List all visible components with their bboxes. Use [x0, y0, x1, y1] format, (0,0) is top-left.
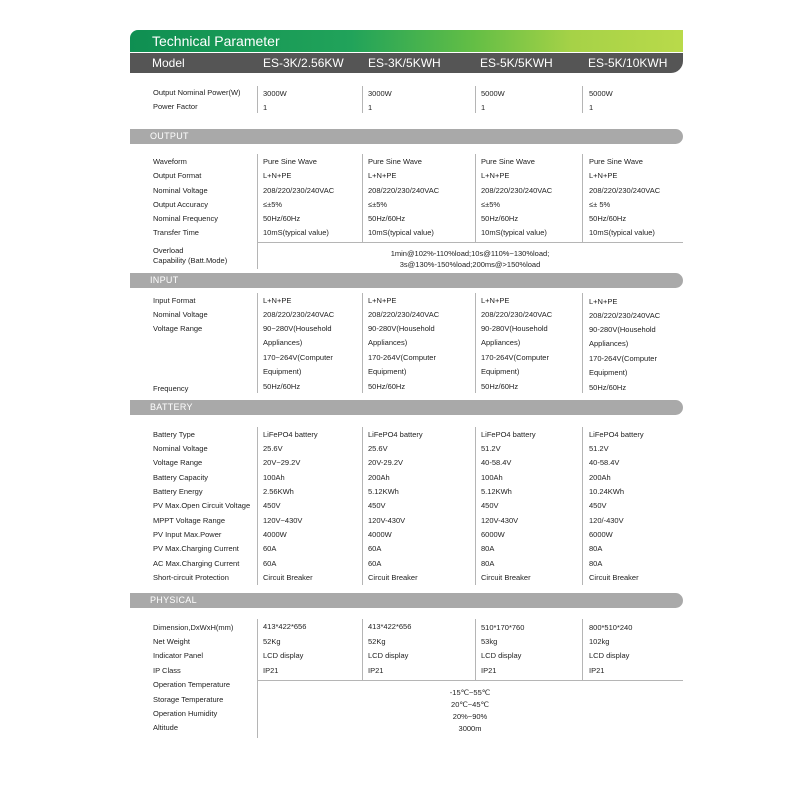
section-header-output: [130, 129, 683, 144]
column-divider: [362, 293, 363, 393]
cell: 208/220/230/240VAC: [263, 186, 335, 195]
merged-cell: -15℃~55℃: [449, 688, 491, 697]
cell: 51.2V: [481, 444, 501, 453]
section-header-input: [130, 273, 683, 288]
cell: 50Hz/60Hz: [481, 214, 519, 223]
cell: 50Hz/60Hz: [263, 382, 301, 391]
cell: Pure Sine Wave: [589, 157, 643, 166]
cell: ≤±5%: [481, 200, 501, 209]
row-label: AC Max.Charging Current: [153, 559, 240, 568]
cell: 6000W: [589, 530, 613, 539]
row-divider: [257, 680, 683, 681]
model-column-1: ES-3K/2.56KW: [263, 56, 344, 70]
column-divider: [257, 293, 258, 393]
row-label: Power Factor: [153, 102, 198, 111]
cell: LCD display: [589, 651, 630, 660]
merged-cell: 20%~90%: [452, 712, 488, 721]
cell: Appliances): [481, 338, 521, 347]
row-label: Output Accuracy: [153, 200, 209, 209]
cell: LCD display: [263, 651, 304, 660]
row-label: MPPT Voltage Range: [153, 516, 225, 525]
row-label: Dimension,DxWxH(mm): [153, 623, 234, 632]
cell: 25.6V: [263, 444, 283, 453]
section-header-physical: [130, 593, 683, 608]
cell: 3000W: [263, 89, 287, 98]
merged-cell: 3000m: [458, 724, 482, 733]
cell: 120V-430V: [481, 516, 519, 525]
cell: Equipment): [263, 367, 302, 376]
cell: 170~264V(Computer: [263, 353, 333, 362]
column-divider: [475, 293, 476, 393]
row-label: Storage Temperature: [153, 695, 224, 704]
cell: 208/220/230/240VAC: [481, 310, 553, 319]
cell: 20V-29.2V: [368, 458, 404, 467]
row-label: Nominal Frequency: [153, 214, 219, 223]
cell: LiFePO4 battery: [263, 430, 318, 439]
column-divider: [362, 154, 363, 242]
cell: 50Hz/60Hz: [589, 383, 627, 392]
cell: ≤± 5%: [589, 200, 611, 209]
cell: 50Hz/60Hz: [481, 382, 519, 391]
cell: 4000W: [368, 530, 392, 539]
row-label: Transfer Time: [153, 228, 199, 237]
column-divider: [257, 680, 258, 738]
row-label: PV Max.Charging Current: [153, 544, 239, 553]
cell: 90-280V(Household: [589, 325, 656, 334]
cell: 208/220/230/240VAC: [263, 310, 335, 319]
column-divider: [362, 427, 363, 585]
cell: Circuit Breaker: [263, 573, 313, 582]
cell: 510*170*760: [481, 623, 525, 632]
cell: 10mS(typical value): [368, 228, 434, 237]
cell: IP21: [368, 666, 384, 675]
cell: L+N+PE: [368, 171, 397, 180]
cell: 200Ah: [589, 473, 611, 482]
column-divider: [362, 86, 363, 113]
cell: 51.2V: [589, 444, 609, 453]
column-divider: [475, 86, 476, 113]
row-label: Operation Temperature: [153, 680, 230, 689]
cell: 80A: [589, 559, 603, 568]
row-label: Input Format: [153, 296, 196, 305]
section-title: OUTPUT: [150, 131, 189, 141]
section-title: INPUT: [150, 275, 179, 285]
cell: Circuit Breaker: [481, 573, 531, 582]
row-divider: [257, 242, 683, 243]
cell: 120V~430V: [263, 516, 303, 525]
cell: 3000W: [368, 89, 392, 98]
cell: Pure Sine Wave: [263, 157, 317, 166]
row-label: Net Weight: [153, 637, 190, 646]
section-title: BATTERY: [150, 402, 193, 412]
cell: ≤±5%: [263, 200, 283, 209]
sheet-title: Technical Parameter: [152, 33, 280, 49]
cell: 80A: [481, 544, 495, 553]
cell: 52Kg: [263, 637, 281, 646]
cell: 80A: [481, 559, 495, 568]
cell: 100Ah: [263, 473, 285, 482]
cell: 60A: [368, 544, 382, 553]
cell: 10mS(typical value): [263, 228, 329, 237]
cell: 1: [589, 103, 594, 112]
cell: 1: [481, 103, 486, 112]
row-label: Voltage Range: [153, 324, 203, 333]
cell: 100Ah: [481, 473, 503, 482]
cell: LiFePO4 battery: [481, 430, 536, 439]
cell: 52Kg: [368, 637, 386, 646]
row-label: IP Class: [153, 666, 181, 675]
cell: 413*422*656: [263, 622, 307, 631]
column-divider: [257, 86, 258, 113]
column-divider: [475, 619, 476, 680]
cell: 50Hz/60Hz: [368, 214, 406, 223]
cell: 208/220/230/240VAC: [368, 310, 440, 319]
column-divider: [257, 619, 258, 680]
row-label: Voltage Range: [153, 458, 203, 467]
row-label: Output Nominal Power(W): [153, 88, 241, 97]
cell: L+N+PE: [263, 171, 292, 180]
cell: L+N+PE: [589, 171, 618, 180]
row-label: Battery Type: [153, 430, 195, 439]
cell: 50Hz/60Hz: [263, 214, 301, 223]
cell: IP21: [263, 666, 279, 675]
cell: 450V: [481, 501, 499, 510]
cell: 450V: [263, 501, 281, 510]
cell: 170-264V(Computer: [368, 353, 436, 362]
cell: 2.56KWh: [263, 487, 294, 496]
cell: 413*422*656: [368, 622, 412, 631]
column-divider: [362, 619, 363, 680]
cell: 50Hz/60Hz: [589, 214, 627, 223]
cell: Appliances): [368, 338, 408, 347]
column-divider: [257, 154, 258, 242]
merged-cell: 3s@130%-150%load;200ms@>150%load: [399, 260, 541, 269]
cell: 4000W: [263, 530, 287, 539]
cell: Circuit Breaker: [589, 573, 639, 582]
cell: 208/220/230/240VAC: [481, 186, 553, 195]
cell: 102kg: [589, 637, 610, 646]
cell: Pure Sine Wave: [368, 157, 422, 166]
column-divider: [475, 154, 476, 242]
cell: L+N+PE: [368, 296, 397, 305]
cell: Circuit Breaker: [368, 573, 418, 582]
cell: 5000W: [481, 89, 505, 98]
cell: Equipment): [589, 368, 628, 377]
row-label: Waveform: [153, 157, 187, 166]
row-label: Nominal Voltage: [153, 444, 208, 453]
cell: 200Ah: [368, 473, 390, 482]
section-header-battery: [130, 400, 683, 415]
cell: 1: [263, 103, 268, 112]
row-label: Overload: [153, 246, 184, 255]
cell: 10.24KWh: [589, 487, 625, 496]
model-column-4: ES-5K/10KWH: [588, 56, 668, 70]
section-title: PHYSICAL: [150, 595, 197, 605]
cell: 1: [368, 103, 373, 112]
cell: 10mS(typical value): [481, 228, 547, 237]
column-divider: [582, 293, 583, 393]
cell: L+N+PE: [481, 171, 510, 180]
cell: 208/220/230/240VAC: [589, 311, 661, 320]
cell: 50Hz/60Hz: [368, 382, 406, 391]
cell: Pure Sine Wave: [481, 157, 535, 166]
row-label: Capability (Batt.Mode): [153, 256, 228, 265]
cell: 40-58.4V: [589, 458, 620, 467]
cell: 5000W: [589, 89, 613, 98]
cell: Equipment): [368, 367, 407, 376]
column-divider: [582, 619, 583, 680]
cell: IP21: [589, 666, 605, 675]
cell: 170-264V(Computer: [481, 353, 549, 362]
cell: 53kg: [481, 637, 498, 646]
row-label: Indicator Panel: [153, 651, 204, 660]
cell: LCD display: [481, 651, 522, 660]
title-bar: [130, 30, 683, 52]
column-divider: [582, 427, 583, 585]
cell: IP21: [481, 666, 497, 675]
row-label: Operation Humidity: [153, 709, 218, 718]
column-divider: [582, 86, 583, 113]
cell: 60A: [263, 544, 277, 553]
cell: 208/220/230/240VAC: [589, 186, 661, 195]
model-column-3: ES-5K/5KWH: [480, 56, 553, 70]
cell: 170-264V(Computer: [589, 354, 657, 363]
cell: 5.12KWh: [481, 487, 512, 496]
column-divider: [582, 154, 583, 242]
row-label: Altitude: [153, 723, 179, 732]
cell: L+N+PE: [263, 296, 292, 305]
cell: 450V: [368, 501, 386, 510]
cell: 800*510*240: [589, 623, 633, 632]
cell: Appliances): [263, 338, 303, 347]
cell: ≤±5%: [368, 200, 388, 209]
cell: 120/-430V: [589, 516, 624, 525]
cell: 6000W: [481, 530, 505, 539]
cell: 10mS(typical value): [589, 228, 655, 237]
row-label: PV Input Max.Power: [153, 530, 222, 539]
column-divider: [257, 427, 258, 585]
cell: 90~280V(Household: [263, 324, 332, 333]
row-label: Battery Capacity: [153, 473, 209, 482]
cell: L+N+PE: [589, 297, 618, 306]
cell: 60A: [263, 559, 277, 568]
row-label: Nominal Voltage: [153, 186, 208, 195]
cell: Appliances): [589, 339, 629, 348]
model-header-bar: [130, 53, 683, 73]
column-divider: [257, 242, 258, 269]
merged-cell: 20℃~45℃: [451, 700, 489, 709]
cell: LCD display: [368, 651, 409, 660]
model-column-2: ES-3K/5KWH: [368, 56, 441, 70]
cell: LiFePO4 battery: [589, 430, 644, 439]
model-label: Model: [152, 56, 185, 70]
row-label: Battery Energy: [153, 487, 203, 496]
cell: Equipment): [481, 367, 520, 376]
row-label: Nominal Voltage: [153, 310, 208, 319]
row-label: PV Max.Open Circuit Voltage: [153, 501, 251, 510]
cell: 120V-430V: [368, 516, 406, 525]
row-label: Output Format: [153, 171, 202, 180]
cell: LiFePO4 battery: [368, 430, 423, 439]
cell: 20V~29.2V: [263, 458, 301, 467]
cell: 90-280V(Household: [481, 324, 548, 333]
column-divider: [475, 427, 476, 585]
row-label: Frequency: [153, 384, 189, 393]
cell: 80A: [589, 544, 603, 553]
cell: 60A: [368, 559, 382, 568]
merged-cell: 1min@102%-110%load;10s@110%~130%load;: [390, 249, 550, 258]
cell: 208/220/230/240VAC: [368, 186, 440, 195]
cell: 450V: [589, 501, 607, 510]
cell: 25.6V: [368, 444, 388, 453]
row-label: Short-circuit Protection: [153, 573, 229, 582]
cell: 5.12KWh: [368, 487, 399, 496]
cell: 40-58.4V: [481, 458, 512, 467]
cell: L+N+PE: [481, 296, 510, 305]
cell: 90-280V(Household: [368, 324, 435, 333]
